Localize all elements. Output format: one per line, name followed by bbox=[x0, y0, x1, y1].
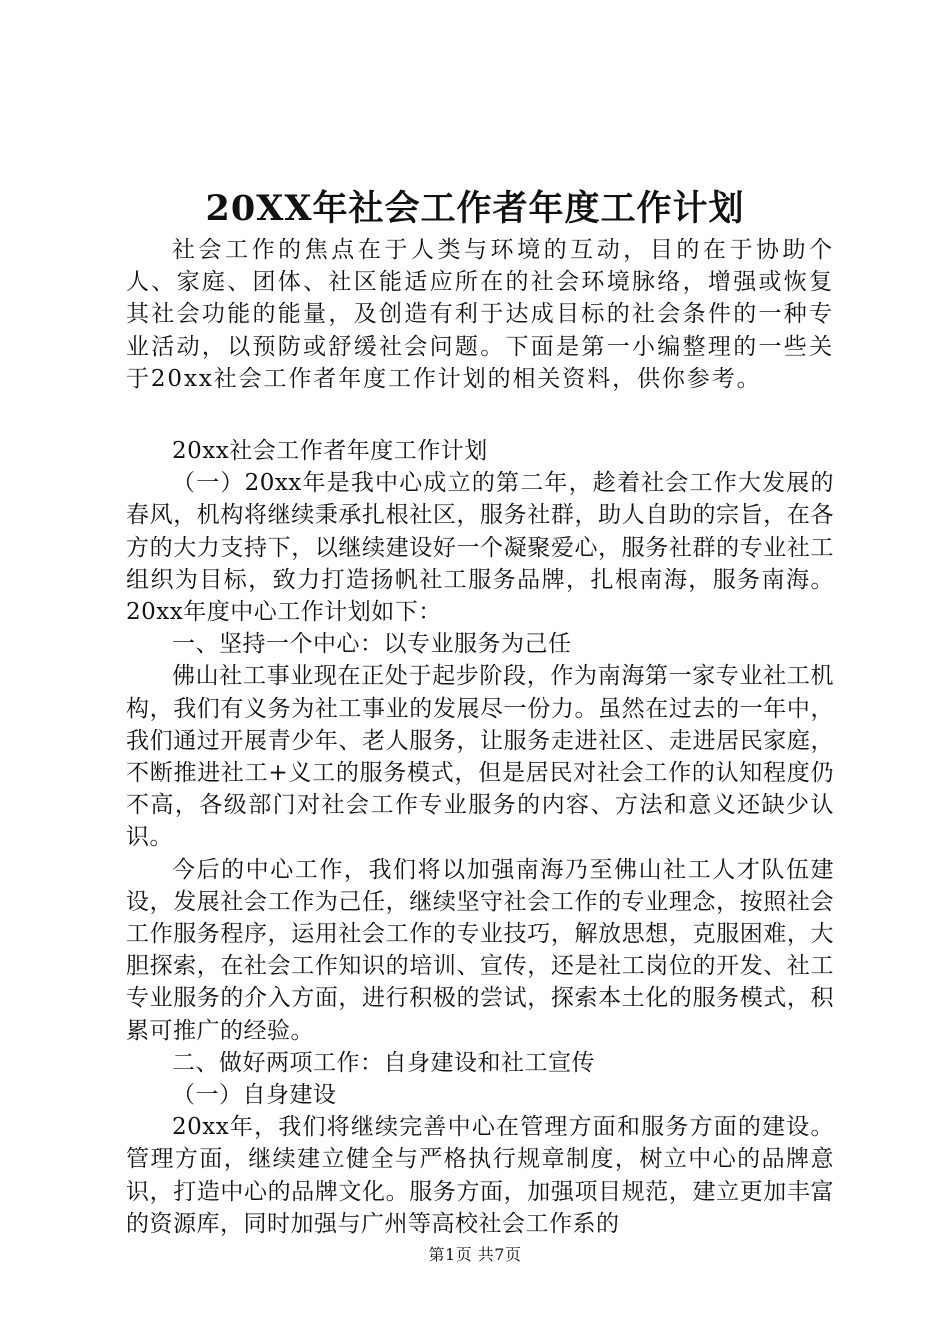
subsection-heading: （一）自身建设 bbox=[172, 1082, 337, 1109]
body-paragraph: 20xx年，我们将继续完善中心在管理方面和服务方面的建设。管理方面，继续建立健全与严格执行规章制度，树立中心的品牌意识，打造中心的品牌文化。服务方面，加强项目规范，建立更加丰富的资源库，同时加强与广州等高校社会工作系的 bbox=[126, 1114, 834, 1237]
body-paragraph: 佛山社工事业现在正处于起步阶段，作为南海第一家专业社工机构，我们有义务为社工事业的发展尽一份力。虽然在过去的一年中，我们通过开展青少年、老人服务，让服务走进社区、走进居民家庭，不断推进社工+义工的服务模式，但是居民对社会工作的认知程度仍不高，各级部门对社会工作专业服务的内容、方法和意义还缺少认识。 bbox=[126, 663, 834, 851]
body-paragraph: 今后的中心工作，我们将以加强南海乃至佛山社工人才队伍建设，发展社会工作为己任，继续坚守社会工作的专业理念，按照社会工作服务程序，运用社会工作的专业技巧，解放思想，克服困难，大胆探索，在社会工作知识的培训、宣传，还是社工岗位的开发、社工专业服务的介入方面，进行积极的尝试，探索本土化的服务模式，积累可推广的经验。 bbox=[126, 856, 834, 1044]
document-body bbox=[126, 234, 834, 1240]
paragraph-spacer bbox=[126, 395, 834, 435]
document-title: 20XX年社会工作者年度工作计划 bbox=[205, 188, 745, 229]
intro-paragraph: 社会工作的焦点在于人类与环境的互动，目的在于协助个人、家庭、团体、社区能适应所在的社会环境脉络，增强或恢复其社会功能的能量，及创造有利于达成目标的社会条件的一种专业活动，以预防或舒缓社会问题。下面是第一小编整理的一些关于20xx社会工作者年度工作计划的相关资料，供你参考。 bbox=[126, 237, 834, 392]
body-subtitle: 20xx社会工作者年度工作计划 bbox=[172, 438, 488, 465]
page-number-footer: 第1页 共7页 bbox=[428, 1245, 522, 1264]
section-heading: 一、坚持一个中心：以专业服务为己任 bbox=[172, 631, 572, 658]
section-heading: 二、做好两项工作：自身建设和社工宣传 bbox=[172, 1049, 595, 1076]
body-paragraph: （一）20xx年是我中心成立的第二年，趁着社会工作大发展的春风，机构将继续秉承扎根社区，服务社群，助人自助的宗旨，在各方的大力支持下，以继续建设好一个凝聚爱心，服务社群的专业社工组织为目标，致力打造扬帆社工服务品牌，扎根南海，服务南海。20xx年度中心工作计划如下： bbox=[126, 470, 834, 626]
